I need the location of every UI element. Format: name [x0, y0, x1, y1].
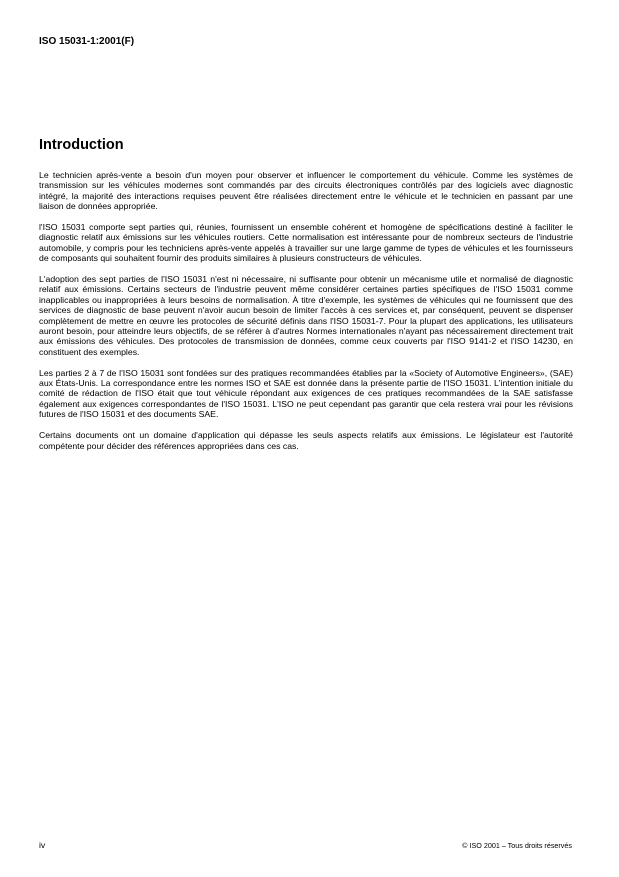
paragraph-1: Le technicien après-vente a besoin d'un moyen pour observer et influencer le comportement du véhicule. Comme les systèmes de transmission sur les véhicules modernes sont commandés par des circuits électroniques contrôlés par des logiciels avec diagnostic intégré, la majorité des interactions requises peuvent être réalisées directement entre le véhicule et le technicien en passant par une liaison de données appropriée. — [39, 170, 573, 212]
introduction-body — [39, 170, 573, 461]
copyright-notice: © ISO 2001 – Tous droits réservés — [462, 841, 572, 850]
document-id: ISO 15031-1:2001(F) — [39, 36, 135, 47]
paragraph-4: Les parties 2 à 7 de l'ISO 15031 sont fondées sur des pratiques recommandées établies par la «Society of Automotive Engineers», (SAE) aux États-Unis. La correspondance entre les normes ISO et SAE est donnée dans la présente partie de l'ISO 15031. L'intention initiale du comité de rédaction de l'ISO était que tout véhicule répondant aux exigences de ces pratiques recommandées de la SAE satisfasse également aux exigences correspondantes de l'ISO 15031. L'ISO ne peut cependant pas garantir que cela restera vrai pour les révisions futures de l'ISO 15031 et des documents SAE. — [39, 367, 573, 420]
paragraph-2: l'ISO 15031 comporte sept parties qui, réunies, fournissent un ensemble cohérent et homogène de spécifications destiné à faciliter le diagnostic relatif aux émissions sur les véhicules routiers. Cette normalisation est intéressante pour de nombreux secteurs de l'industrie automobile, y compris pour les techniciens après-vente appelés à travailler sur une large gamme de types de véhicules et les fournisseurs de composants qui souhaitent fournir des produits similaires à plusieurs constructeurs de véhicules. — [39, 222, 573, 264]
paragraph-3: L'adoption des sept parties de l'ISO 15031 n'est ni nécessaire, ni suffisante pour obtenir un mécanisme utile et normalisé de diagnostic relatif aux émissions. Certains secteurs de l'industrie peuvent même considérer certaines parties spécifiques de l'ISO 15031 comme inapplicables ou inappropriées à leurs besoins de normalisation. À titre d'exemple, les systèmes de véhicules qui ne fournissent que des services de diagnostic de base peuvent n'avoir aucun besoin de limiter l'accès à ces services et, par conséquent, peuvent se dispenser complètement de mettre en œuvre les protocoles de sécurité définis dans l'ISO 15031-7. Pour la plupart des applications, les utilisateurs auront besoin, pour atteindre leurs objectifs, de se référer à d'autres Normes internationales n'ayant pas nécessairement directement trait aux émissions des véhicules. Des protocoles de transmission de données, comme ceux couverts par l'ISO 9141-2 et l'ISO 14230, en constituent des exemples. — [39, 274, 573, 357]
page-number: iv — [39, 840, 46, 850]
section-title: Introduction — [39, 137, 124, 153]
paragraph-5: Certains documents ont un domaine d'application qui dépasse les seuls aspects relatifs aux émissions. Le législateur est l'autorité compétente pour décider des références appropriées dans ces cas. — [39, 430, 573, 451]
